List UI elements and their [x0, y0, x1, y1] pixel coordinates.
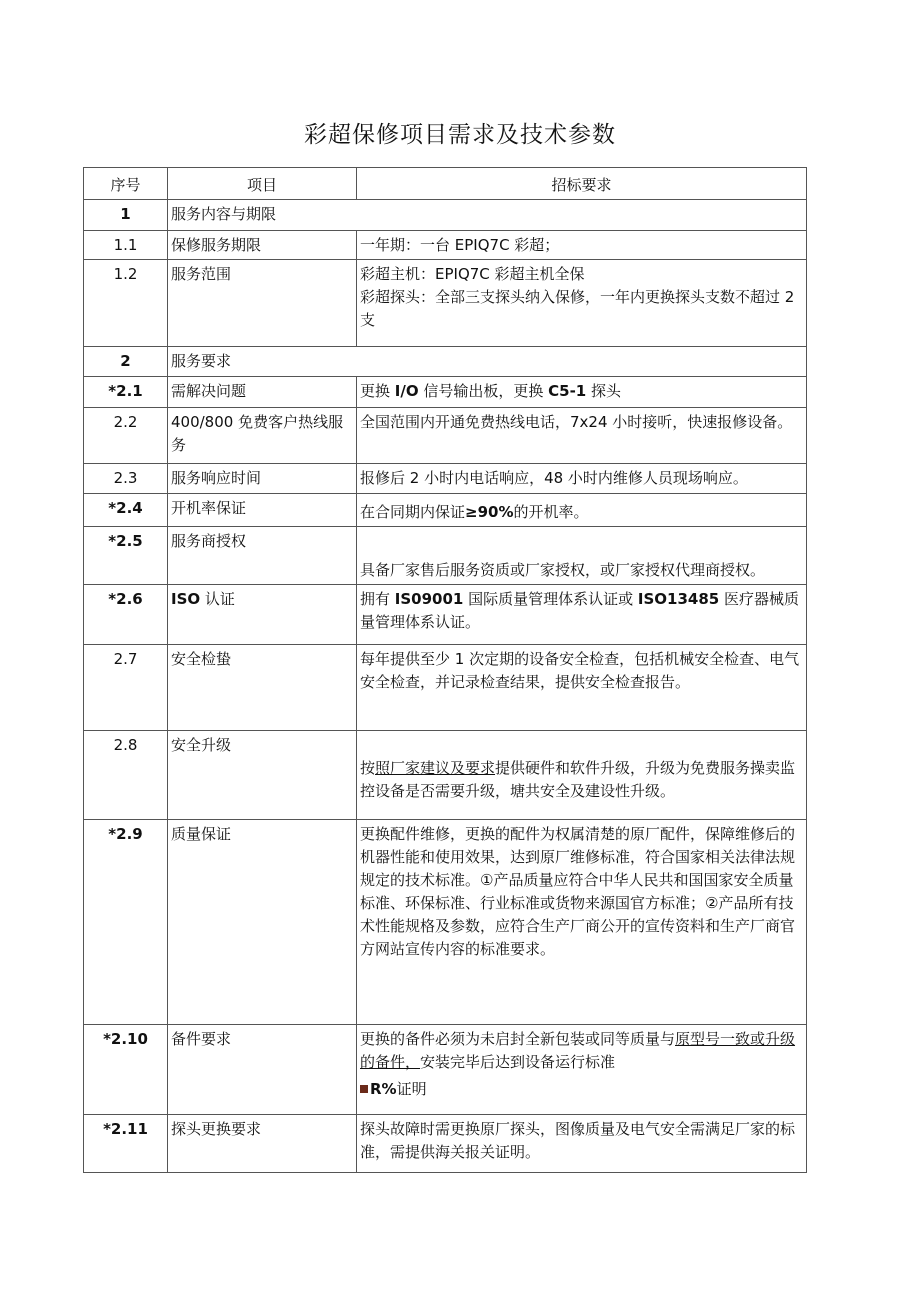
requirement-text: 安装完毕后达到设备运行标准	[420, 1053, 616, 1071]
row-requirement: 更换配件维修，更换的配件为权属清楚的原厂配件，保障维修后的机器性能和使用效果，达到原厂维修标准，符合国家相关法律法规规定的技术标准。①产品质量应符合中华人民共和国国家安全质量标准、环保标准、行业标准或货物来源国官方标准；②产品所有技术性能规格及参数，应符合生产厂商公开的宣传资料和生产厂商官方网站宣传内容的标准要求。	[357, 820, 807, 1025]
table-row	[84, 585, 807, 645]
requirement-highlight: ISO13485	[637, 590, 720, 608]
requirement-text: 医疗器械质量管理体系认证。	[360, 590, 800, 631]
row-item: 安全检蛰	[168, 645, 357, 731]
requirement-text: 证明	[396, 1080, 427, 1098]
row-index: 2.2	[84, 408, 168, 464]
row-index: *2.5	[84, 527, 168, 585]
row-item: 需解决问题	[168, 377, 357, 408]
table-row	[84, 408, 807, 464]
requirement-underlined: 照厂家建议及要求	[375, 759, 496, 777]
requirement-text: 探头	[586, 382, 622, 400]
row-requirement: 一年期：一台 EPIQ7C 彩超；	[357, 231, 807, 260]
header-requirement: 招标要求	[357, 168, 807, 200]
row-item: 安全升级	[168, 731, 357, 820]
requirement-text: 的开机率。	[513, 503, 589, 521]
table-header-row	[84, 168, 807, 200]
stamp-icon	[360, 1085, 368, 1093]
row-requirement	[357, 731, 807, 820]
requirements-table	[83, 167, 807, 1173]
row-index: *2.11	[84, 1115, 168, 1173]
row-index: 1.1	[84, 231, 168, 260]
row-index: *2.9	[84, 820, 168, 1025]
row-item: 服务范围	[168, 260, 357, 347]
row-item: 质量保证	[168, 820, 357, 1025]
requirement-line: 彩超主机：EPIQ7C 彩超主机全保	[360, 265, 585, 283]
table-row	[84, 464, 807, 494]
row-requirement: 每年提供至少 1 次定期的设备安全检查，包括机械安全检查、电气安全检查，并记录检查结果，提供安全检查报告。	[357, 645, 807, 731]
table-row	[84, 494, 807, 527]
item-text: 认证	[200, 590, 235, 608]
item-highlight: ISO	[171, 590, 201, 608]
requirement-underlined: 原型号一致或升级的备件，	[360, 1030, 796, 1071]
table-row	[84, 820, 807, 1025]
requirement-highlight: C5-1	[548, 382, 587, 400]
requirement-highlight: I/O	[394, 382, 419, 400]
table-row	[84, 200, 807, 231]
spacer	[360, 734, 803, 757]
table-row	[84, 1025, 807, 1115]
requirement-highlight: IS09001	[394, 590, 464, 608]
table-row	[84, 527, 807, 585]
row-item: 400/800 免费客户热线服务	[168, 408, 357, 464]
requirement-text: 更换	[360, 382, 395, 400]
row-item: 开机率保证	[168, 494, 357, 527]
table-row	[84, 260, 807, 347]
row-requirement	[357, 585, 807, 645]
row-index: *2.10	[84, 1025, 168, 1115]
row-item: 保修服务期限	[168, 231, 357, 260]
row-index: 2.7	[84, 645, 168, 731]
row-requirement	[357, 527, 807, 585]
requirement-line: 彩超探头：全部三支探头纳入保修，一年内更换探头支数不超过 2 支	[360, 288, 795, 329]
row-item: 探头更换要求	[168, 1115, 357, 1173]
table-row	[84, 347, 807, 377]
table-row	[84, 377, 807, 408]
row-item: 服务商授权	[168, 527, 357, 585]
requirement-highlight: ≥90%	[465, 503, 514, 521]
row-item: 备件要求	[168, 1025, 357, 1115]
requirement-text: 具备厂家售后服务资质或厂家授权，或厂家授权代理商授权。	[360, 561, 766, 579]
row-item	[168, 585, 357, 645]
row-index: 2	[84, 347, 168, 377]
table-row	[84, 1115, 807, 1173]
proof-line	[360, 1078, 803, 1101]
row-index: 1	[84, 200, 168, 231]
requirement-text: 按	[360, 759, 376, 777]
row-requirement	[357, 1025, 807, 1115]
row-index: *2.1	[84, 377, 168, 408]
requirement-text: 信号输出板，更换	[418, 382, 549, 400]
row-index: 1.2	[84, 260, 168, 347]
header-item: 项目	[168, 168, 357, 200]
table-row	[84, 731, 807, 820]
row-requirement	[357, 260, 807, 347]
row-index: *2.6	[84, 585, 168, 645]
row-section-title: 服务内容与期限	[168, 200, 807, 231]
row-section-title: 服务要求	[168, 347, 807, 377]
document-title: 彩超保修项目需求及技术参数	[304, 122, 616, 148]
row-requirement: 探头故障时需更换原厂探头，图像质量及电气安全需满足厂家的标准，需提供海关报关证明。	[357, 1115, 807, 1173]
row-requirement	[357, 494, 807, 527]
row-requirement	[357, 377, 807, 408]
row-item: 服务响应时间	[168, 464, 357, 494]
requirement-text: 拥有	[360, 590, 395, 608]
requirement-text: 国际质量管理体系认证或	[463, 590, 638, 608]
table-row	[84, 645, 807, 731]
requirement-text: 更换的备件必须为未启封全新包装或同等质量与	[360, 1030, 676, 1048]
row-index: *2.4	[84, 494, 168, 527]
header-index: 序号	[84, 168, 168, 200]
requirement-highlight: R%	[370, 1080, 397, 1098]
table-row	[84, 231, 807, 260]
requirement-text: 提供硬件和软件升级，升级为免费服务操卖监控设备是否需要升级，塘共安全及建设性升级。	[360, 759, 796, 800]
row-index: 2.8	[84, 731, 168, 820]
requirement-text: 在合同期内保证	[360, 503, 466, 521]
row-requirement: 报修后 2 小时内电话响应，48 小时内维修人员现场响应。	[357, 464, 807, 494]
row-requirement: 全国范围内开通免费热线电话，7x24 小时接听，快速报修设备。	[357, 408, 807, 464]
row-index: 2.3	[84, 464, 168, 494]
